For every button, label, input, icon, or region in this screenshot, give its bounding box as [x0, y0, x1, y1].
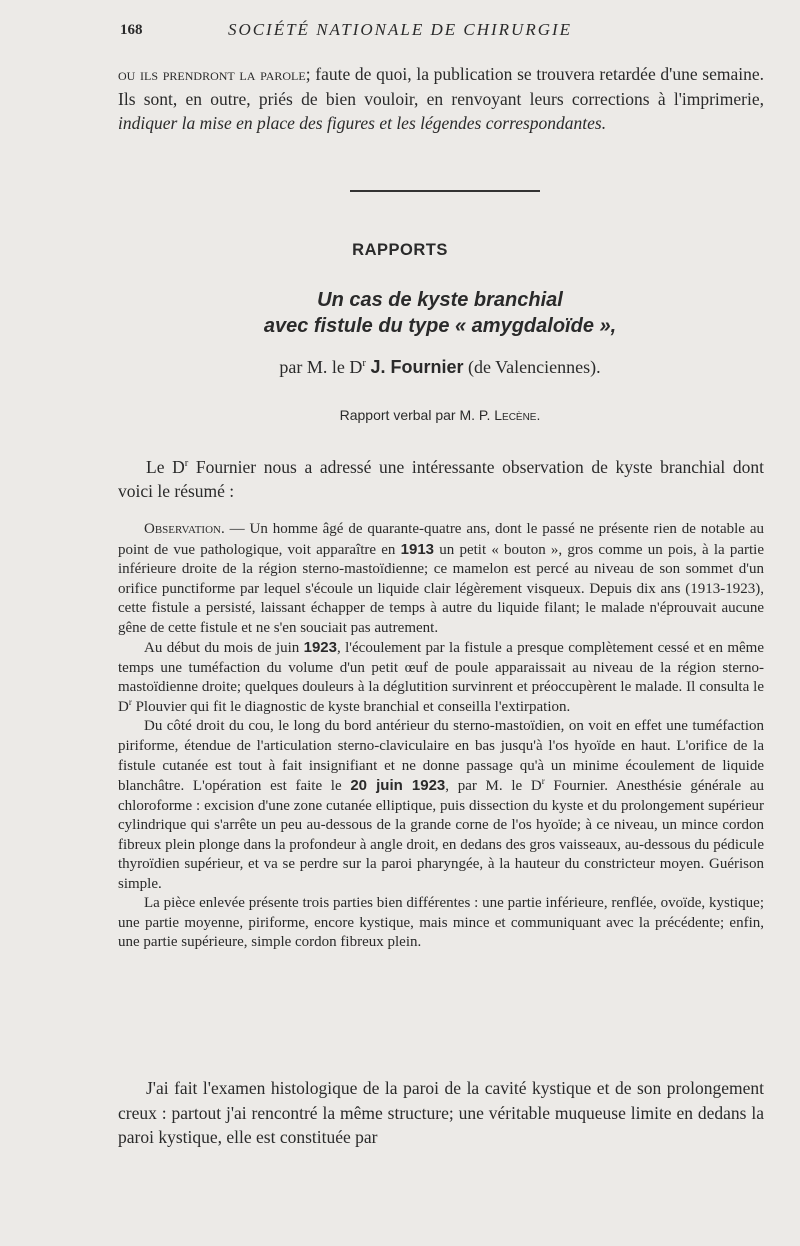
- lead-italic: indiquer la mise en place des figures et les légendes correspondantes.: [118, 113, 607, 133]
- page-number: 168: [120, 22, 143, 38]
- obs-p1-year: 1913: [400, 540, 435, 558]
- obs-p3-b: , par M. le D: [445, 778, 542, 795]
- article-title-line-2: avec fistule du type « amygdaloïde »,: [263, 315, 617, 337]
- observation-paragraph-3: [118, 717, 764, 894]
- section-title: RAPPORTS: [352, 241, 448, 259]
- closing-paragraph: J'ai fait l'examen histologique de la paroi de la cavité kystique et de son prolongement creux : partout j'ai rencontré la même structure; une véritable muqueuse limite en dedans la paroi kystique, elle est constituée par: [118, 1078, 764, 1147]
- journal-title: SOCIÉTÉ NATIONALE DE CHIRURGIE: [227, 20, 573, 39]
- observation-paragraph-2: [118, 638, 764, 717]
- observation-paragraph-1: [118, 520, 764, 638]
- report-prefix: Rapport verbal par M. P.: [339, 407, 495, 423]
- lead-paragraph: [118, 62, 764, 136]
- article-title-line-1: Un cas de kyste branchial: [317, 289, 563, 311]
- observation-section: [118, 520, 764, 953]
- byline: [0, 357, 800, 378]
- obs-p2-b: , l'écoulement par la fistule a presque complètement cessé et en même temps une tuméfaction du volume d'un petit œuf de poule apparaissait au niveau de la région sterno-mastoïdienne droite; quelques douleurs à la déglutition survinrent et préoccupèrent le malade. Il consulta le D: [118, 640, 764, 715]
- lead-smallcaps: ou ils prendront la parole: [118, 64, 306, 84]
- observation-label: Observation.: [144, 521, 225, 537]
- obs-p2-a: Au début du mois de juin: [144, 640, 304, 657]
- article-title: [0, 287, 800, 339]
- obs-p3-date: 20 juin 1923: [350, 777, 446, 795]
- obs-p2-sup: r: [128, 696, 132, 707]
- section-divider: [350, 190, 540, 192]
- report-author: Lecène.: [494, 407, 541, 423]
- intro-paragraph: [118, 455, 764, 503]
- obs-p3-a: Du côté droit du cou, le long du bord antérieur du sterno-mastoïdien, on voit en effet une tuméfaction piriforme, étendue de l'articulation sterno-claviculaire en bas jusqu'à l'os hyoïde en haut. L'orifice de la fistule cutanée est tout à fait insignifiant et ne donne passage qu'à un minime écoulement de liquide blanchâtre. L'opération est faite le: [118, 718, 764, 795]
- intro-part-2: Fournier nous a adressé une intéressante observation de kyste branchial dont voici le résumé :: [118, 457, 764, 501]
- obs-p1-text: — Un homme âgé de quarante-quatre ans, dont le passé ne présente rien de notable au point de vue pathologique, voit apparaître en: [118, 521, 764, 558]
- obs-p3-sup: r: [541, 776, 545, 787]
- intro-part-1: Le D: [146, 457, 185, 477]
- obs-p2-year: 1923: [303, 639, 337, 657]
- report-line: [0, 407, 800, 423]
- observation-paragraph-4: La pièce enlevée présente trois parties bien différentes : une partie inférieure, renflée, ovoïde, kystique; une partie moyenne, piriforme, encore kystique, mais mince et communiquant avec la précédente; enfin, une partie supérieure, simple cordon fibreux plein.: [118, 895, 764, 951]
- running-header: [0, 18, 800, 46]
- intro-sup: r: [184, 458, 189, 470]
- obs-p3-c: Fournier. Anesthésie générale au chloroforme : excision d'une zone cutanée elliptique, puis dissection du kyste et du prolongement supérieur cylindrique qui s'arrête un peu au-dessous de la grande corne de l'os hyoïde; à ce niveau, un mince cordon fibreux plein plonge dans la profondeur à angle droit, en dedans des gros vaisseaux, au-dessous du pédicule thyroïdien supérieur, et va se perdre sur la paroi pharyngée, à la hauteur du constricteur moyen. Guérison simple.: [118, 778, 764, 892]
- author-name: J. Fournier: [370, 357, 464, 377]
- obs-p2-c: Plouvier qui fit le diagnostic de kyste branchial et conseilla l'extirpation.: [131, 698, 571, 715]
- byline-prefix: par M. le D: [279, 357, 363, 377]
- lead-text: ; faute de quoi, la publication se trouvera retardée d'une semaine. Ils sont, en outre, priés de bien vouloir, en renvoyant leurs corrections à l'imprimerie,: [118, 64, 764, 109]
- obs-p1-rest: un petit « bouton », gros comme un pois, à la partie inférieure droite de la région sterno-mastoïdienne; ce mamelon est percé au niveau de son sommet d'un orifice punctiforme par lequel s'écoule un liquide clair légèrement visqueux. Depuis dix ans (1913-1923), cette fistule a persisté, laissant échapper de temps à autre du liquide filant; le malade n'éprouvait aucune gêne de cette fistule et ne s'en souciait pas autrement.: [118, 541, 765, 636]
- byline-sup: r: [362, 357, 366, 369]
- byline-suffix: (de Valenciennes).: [463, 357, 601, 377]
